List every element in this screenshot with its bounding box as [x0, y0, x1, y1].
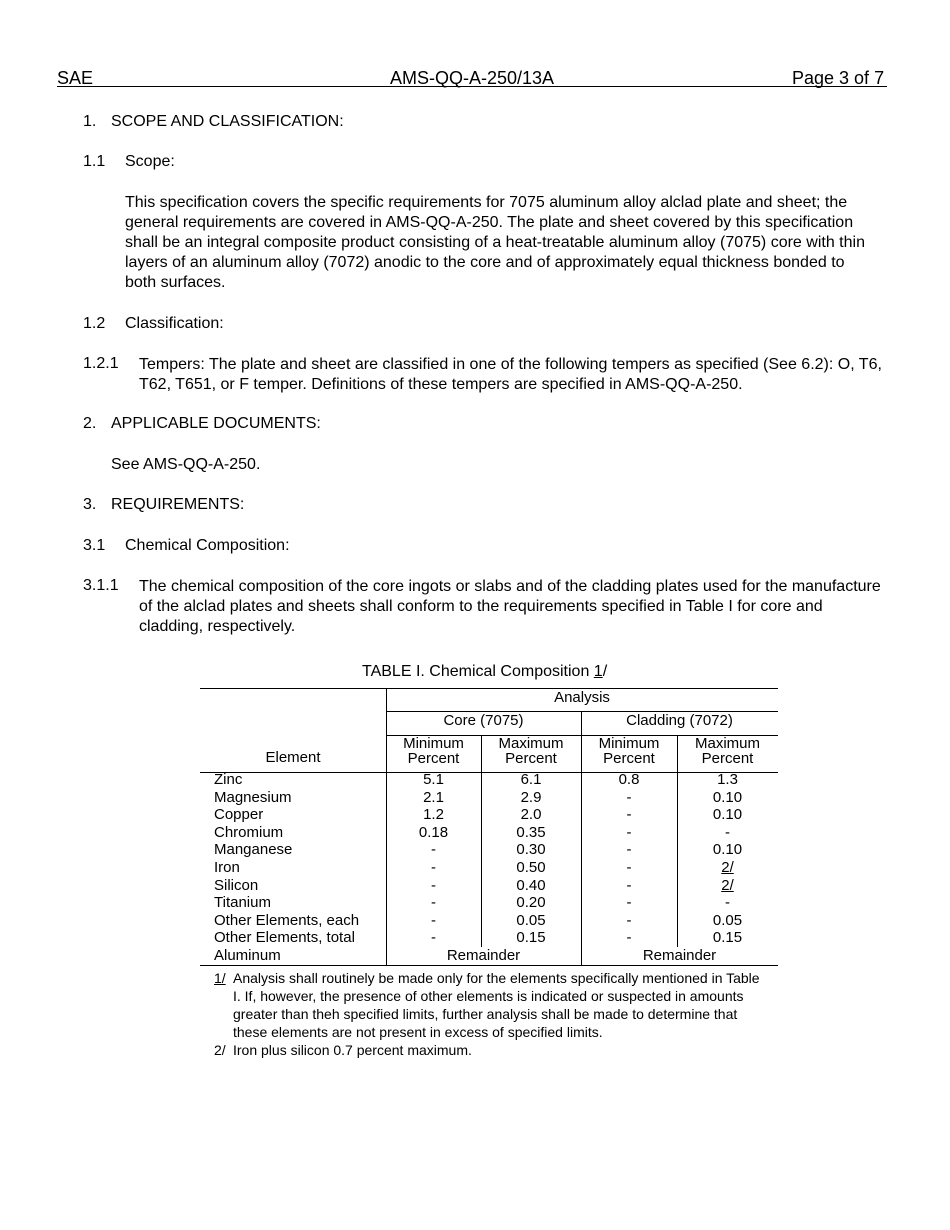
- table-cell-clad-max: 0.10: [712, 788, 743, 806]
- section-1-2-number: 1.2: [83, 315, 106, 332]
- table-caption: [362, 663, 607, 681]
- table-cell-core-max: 0.35: [516, 823, 546, 841]
- table-row-element: Iron: [214, 859, 240, 876]
- footnote-1-mark-text: 1/: [214, 970, 226, 986]
- table-row-element: Other Elements, each: [214, 911, 360, 929]
- table-cell-core-min: -: [431, 859, 436, 876]
- table-cell-core-min: 1.2: [423, 806, 444, 824]
- section-1-1-body: This specification covers the specific requirements for 7075 aluminum alloy alclad plate and sheet; the general requirements are covered in AMS-QQ-A-250. The plate and sheet covered by this specification shall be an integral composite product consisting of a heat-treatable aluminum alloy (7075) core with thin layers of an aluminum alloy (7072) anodic to the core and of approximately equal thickness bonded to both surfaces.: [125, 194, 865, 291]
- table-cell-clad-min: -: [626, 894, 632, 912]
- table-bottom-rule: [200, 965, 778, 966]
- table-cell-core-max: 0.30: [516, 841, 546, 859]
- table-cell-clad-max: 0.05: [712, 911, 743, 929]
- section-2-number: 2.: [83, 415, 97, 432]
- header-core-min-line2: Percent: [407, 750, 460, 767]
- table-cell-core-min: 0.18: [418, 823, 449, 841]
- table-cell-core-max: 0.05: [516, 911, 546, 929]
- header-clad-min-line2: Percent: [603, 750, 655, 767]
- row-aluminum-element: Aluminum: [214, 947, 281, 964]
- table-cell-core-max: 2.9: [520, 788, 542, 806]
- section-2-body: See AMS-QQ-A-250.: [111, 456, 261, 473]
- table-cell-clad-max: 0.10: [712, 806, 743, 824]
- table-row-element: Chromium: [214, 823, 284, 841]
- row-aluminum-clad: Remainder: [642, 947, 717, 964]
- header-core-max-line2: Percent: [505, 750, 557, 767]
- table-cell-core-max: 0.20: [516, 894, 546, 912]
- header-core-min: [386, 736, 481, 766]
- section-1-1-title: Scope:: [125, 153, 175, 170]
- section-2-title: APPLICABLE DOCUMENTS:: [111, 415, 321, 432]
- header-core-max: [481, 736, 581, 766]
- table-cell-core-max: 6.1: [520, 771, 542, 788]
- table-cell-clad-min: -: [626, 841, 632, 859]
- table-row-element: Copper: [214, 806, 264, 824]
- footnote-2-text: Iron plus silicon 0.7 percent maximum.: [233, 1042, 472, 1058]
- header-cladding: Cladding (7072): [626, 712, 733, 729]
- header-element: Element: [265, 749, 321, 766]
- table-cell-clad-min: 0.8: [618, 771, 640, 788]
- section-1-2-1-number: 1.2.1: [83, 355, 119, 372]
- table-caption-text: TABLE I. Chemical Composition: [362, 663, 594, 680]
- section-3-title: REQUIREMENTS:: [111, 496, 245, 513]
- footnote-2-mark: 2/: [214, 1042, 226, 1058]
- table-cell-core-max: 0.40: [516, 876, 546, 894]
- table-cell-core-max: 2.0: [520, 806, 542, 824]
- table-cell-core-max: 0.15: [516, 929, 546, 947]
- section-1-1-number: 1.1: [83, 153, 106, 170]
- table-row-element: Manganese: [214, 841, 293, 859]
- section-3-1-1-body: The chemical composition of the core ingots or slabs and of the cladding plates used for the manufacture of the alclad plates and sheets shall conform to the requirements specified in Table I for core and cladding, respectively.: [139, 578, 881, 635]
- footnote-ref: 2/: [721, 876, 734, 894]
- footnote-1-mark: [214, 969, 226, 987]
- table-cell-clad-max: [677, 859, 778, 876]
- header-page-number: Page 3 of 7: [792, 68, 885, 88]
- footnote-1-text: Analysis shall routinely be made only for the elements specifically mentioned in Table I. If, however, the presence of other elements is indicated or suspected in amounts greater than theh specified limits, further analysis shall be made to determine that these elements are not present in excess of specified limits.: [233, 970, 760, 1040]
- table-cell-core-min: -: [431, 894, 436, 912]
- table-cell-clad-min: -: [626, 911, 632, 929]
- header-rule: [57, 86, 887, 87]
- table-cell-clad-max: -: [725, 894, 730, 912]
- row-aluminum-core: Remainder: [446, 947, 521, 964]
- header-clad-max-line2: Percent: [701, 750, 754, 767]
- section-3-1-number: 3.1: [83, 537, 106, 554]
- table-cell-clad-min: -: [626, 823, 632, 841]
- section-3-1-1-number: 3.1.1: [83, 577, 119, 594]
- header-analysis: Analysis: [554, 689, 610, 706]
- header-clad-max: [677, 736, 778, 766]
- table-cell-core-min: -: [431, 911, 436, 929]
- table-cell-core-min: -: [431, 841, 436, 859]
- header-clad-min: [581, 736, 677, 766]
- table-cell-clad-max: 0.15: [712, 929, 743, 947]
- header-core-max-line1: Maximum: [498, 735, 564, 752]
- table-cell-clad-min: -: [626, 806, 632, 824]
- section-1-2-1-body: Tempers: The plate and sheet are classified in one of the following tempers as specified (See 6.2): O, T6, T62, T651, or F temper. Definitions of these tempers are specified in AMS-QQ-A-250.: [139, 356, 882, 393]
- header-core: Core (7075): [443, 712, 524, 729]
- table-caption-suffix: /: [602, 663, 608, 680]
- table-cell-core-max: 0.50: [516, 859, 546, 876]
- section-3-1-title: Chemical Composition:: [125, 537, 290, 554]
- section-1-title: SCOPE AND CLASSIFICATION:: [111, 113, 344, 130]
- table-cell-core-min: -: [431, 929, 436, 947]
- header-center: AMS-QQ-A-250/13A: [390, 68, 555, 88]
- table-cell-clad-max: [677, 877, 778, 894]
- table-row-element: Silicon: [214, 876, 259, 894]
- section-3-number: 3.: [83, 496, 97, 513]
- header-clad-max-line1: Maximum: [694, 735, 760, 752]
- table-cell-clad-max: 0.10: [712, 841, 743, 859]
- table-row-element: Zinc: [214, 771, 243, 788]
- table-row-element: Titanium: [214, 894, 271, 912]
- table-caption-ref: 1: [593, 663, 603, 680]
- header-core-min-line1: Minimum: [403, 735, 464, 752]
- footnote-ref: 2/: [721, 859, 734, 876]
- table-row-element: Magnesium: [214, 788, 292, 806]
- header-left: SAE: [57, 68, 94, 88]
- table-cell-clad-min: -: [626, 859, 632, 876]
- table-cell-core-min: -: [431, 876, 436, 894]
- table-cell-clad-min: -: [626, 788, 632, 806]
- table-row-element: Other Elements, total: [214, 929, 355, 947]
- table-cell-core-min: 2.1: [423, 788, 444, 806]
- section-1-2-title: Classification:: [125, 315, 224, 332]
- table-cell-clad-max: 1.3: [717, 771, 738, 788]
- table-cell-clad-max: -: [725, 823, 730, 841]
- table-cell-clad-min: -: [626, 929, 632, 947]
- table-cell-clad-min: -: [626, 876, 632, 894]
- table-cell-core-min: 5.1: [423, 771, 444, 788]
- header-clad-min-line1: Minimum: [598, 735, 660, 752]
- section-1-number: 1.: [83, 113, 97, 130]
